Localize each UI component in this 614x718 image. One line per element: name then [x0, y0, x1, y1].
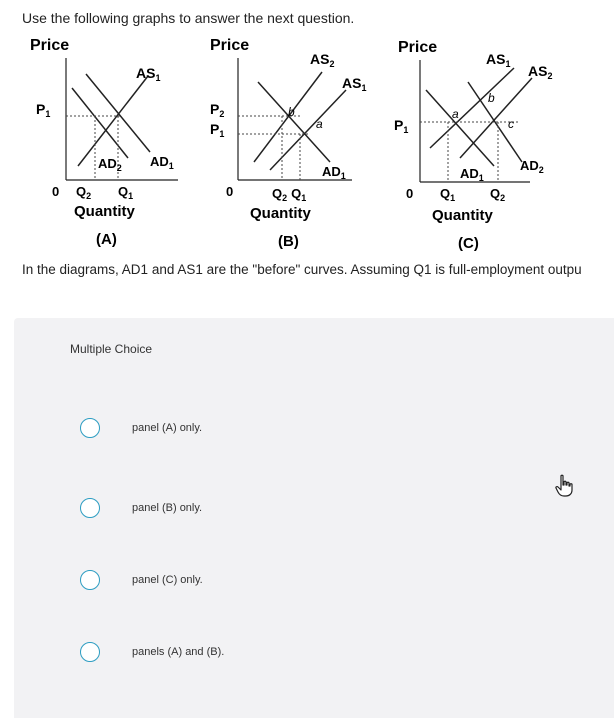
graph-c-origin: 0 — [406, 186, 414, 201]
choice-option-d[interactable] — [80, 642, 380, 666]
graph-c-ad1-label: $AD_1$ — [460, 166, 484, 183]
graph-b-p1-label: $P_1$ — [210, 121, 225, 139]
graph-a-p1-label: $P_1$ — [36, 101, 51, 119]
graph-c — [394, 39, 552, 252]
choice-option-a[interactable] — [80, 418, 380, 442]
graph-c-q1-label: $Q_1$ — [440, 186, 456, 203]
radio-button[interactable] — [80, 418, 100, 438]
graph-b-point-a: a — [316, 117, 323, 131]
graph-c-point-c: c — [508, 117, 514, 131]
graph-c-price-label: Price — [398, 39, 438, 56]
graph-b — [210, 37, 366, 250]
radio-button[interactable] — [80, 642, 100, 662]
choice-label[interactable]: panel (A) only. — [132, 422, 203, 434]
graph-a-quantity-label: Quantity — [74, 203, 135, 220]
choice-option-b[interactable] — [80, 498, 380, 522]
graph-b-point-b: b — [288, 105, 295, 119]
graph-a-ad2-line — [72, 88, 128, 158]
graph-b-as1-label: $AS_1$ — [342, 75, 367, 93]
graph-c-ad1-line — [426, 90, 494, 166]
graph-c-as2-line — [460, 78, 532, 158]
graph-c-point-b: b — [488, 91, 495, 105]
graph-b-origin: 0 — [226, 184, 234, 199]
graph-a-as1-label: $AS_1$ — [136, 65, 161, 83]
graph-b-as1-line — [270, 90, 346, 170]
graph-c-quantity-label: Quantity — [432, 207, 493, 224]
multiple-choice-panel — [14, 318, 614, 718]
graph-a-price-label: Price — [30, 37, 70, 54]
graph-a-q2-label: $Q_2$ — [76, 184, 92, 201]
question-instruction: Use the following graphs to answer the next question. — [22, 10, 355, 26]
economics-graphs-figure — [0, 30, 614, 270]
question-caption: In the diagrams, AD1 and AS1 are the "before" curves. Assuming Q1 is full-employment outpu — [22, 262, 582, 277]
graph-c-q2-label: $Q_2$ — [490, 186, 506, 203]
graph-a-panel-label: (A) — [96, 231, 117, 248]
graph-a — [30, 37, 178, 248]
choice-option-c[interactable] — [80, 570, 380, 594]
choice-label[interactable]: panels (A) and (B). — [132, 646, 225, 658]
graph-b-ad1-label: $AD_1$ — [322, 164, 346, 181]
choice-label[interactable]: panel (C) only. — [132, 574, 203, 586]
radio-button[interactable] — [80, 570, 100, 590]
graph-b-q-labels: $Q_2$ $Q_1$ — [272, 186, 307, 203]
graph-c-ad2-label: $AD_2$ — [520, 158, 544, 175]
graph-c-as1-label: $AS_1$ — [486, 51, 511, 69]
graph-b-panel-label: (B) — [278, 233, 299, 250]
graph-a-q1-label: $Q_1$ — [118, 184, 134, 201]
graph-b-price-label: Price — [210, 37, 250, 54]
graph-c-p1-label: $P_1$ — [394, 117, 409, 135]
graph-b-p2-label: $P_2$ — [210, 101, 225, 119]
graph-c-panel-label: (C) — [458, 235, 479, 252]
graph-c-as2-label: $AS_2$ — [528, 63, 553, 81]
graph-a-ad2-label: $AD_2$ — [98, 156, 122, 173]
graph-b-quantity-label: Quantity — [250, 205, 311, 222]
radio-button[interactable] — [80, 498, 100, 518]
graph-a-ad1-label: $AD_1$ — [150, 154, 174, 171]
graph-a-as1-line — [78, 76, 148, 166]
multiple-choice-title: Multiple Choice — [70, 342, 153, 356]
graph-c-point-a: a — [452, 107, 459, 121]
graph-b-as2-label: $AS_2$ — [310, 51, 335, 69]
graphs-svg — [0, 30, 614, 270]
hand-pointer-icon — [554, 474, 576, 503]
graph-a-origin: 0 — [52, 184, 60, 199]
choice-label[interactable]: panel (B) only. — [132, 502, 203, 514]
